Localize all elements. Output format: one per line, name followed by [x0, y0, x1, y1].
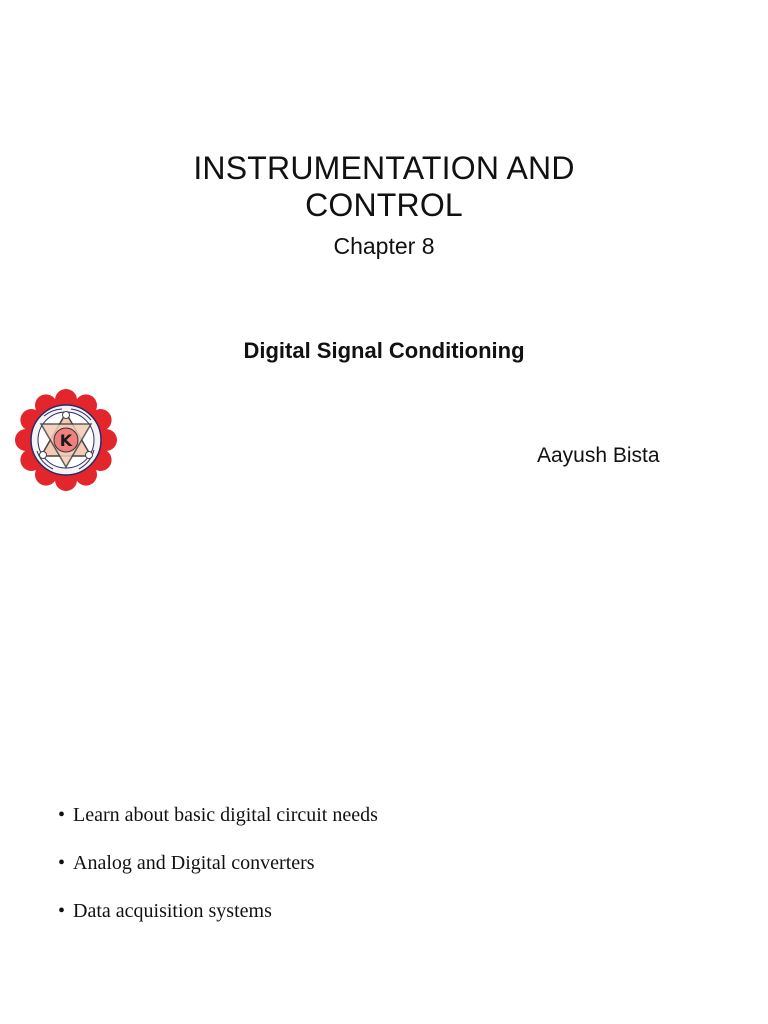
- list-item: [58, 896, 718, 944]
- bullet-text: Data acquisition systems: [73, 900, 272, 922]
- bullet-marker: •: [58, 804, 66, 826]
- slide-title: [84, 150, 684, 224]
- bullet-list: [58, 800, 718, 944]
- chapter-label: Chapter 8: [333, 233, 435, 259]
- bullet-text: Analog and Digital converters: [73, 852, 315, 874]
- title-line-1: INSTRUMENTATION AND: [193, 150, 575, 186]
- list-item: [58, 800, 718, 848]
- topic-heading: Digital Signal Conditioning: [243, 338, 525, 363]
- seal-center-letter: K: [59, 431, 73, 450]
- bullet-marker: •: [58, 900, 66, 922]
- bullet-marker: •: [58, 852, 66, 874]
- list-item: [58, 848, 718, 896]
- author-name: Aayush Bista: [537, 444, 660, 467]
- bullet-text: Learn about basic digital circuit needs: [73, 804, 378, 826]
- university-seal-icon: [14, 388, 118, 492]
- title-line-2: CONTROL: [305, 187, 463, 223]
